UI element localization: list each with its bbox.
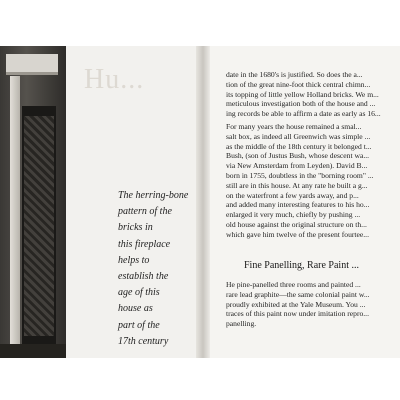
- caption-line: helps to: [118, 254, 150, 266]
- text-line: born in 1755, doubtless in the "borning room" ...: [226, 170, 374, 180]
- text-line: Bush, (son of Justus Bush, whose descent wa...: [226, 151, 370, 161]
- right-page: [210, 46, 400, 358]
- section-heading: Fine Panelling, Rare Paint ...: [244, 260, 359, 271]
- text-line: enlarged it very much, chiefly by pushing ...: [226, 210, 361, 220]
- photo-mantel: [6, 54, 58, 75]
- text-line: still are in this house. At any rate he built a g...: [226, 180, 368, 190]
- text-line: proudly exhibited at the Yale Museum. You ...: [226, 299, 366, 309]
- text-line: For many years the house remained a smal...: [226, 122, 362, 131]
- caption-line: house as: [118, 303, 153, 315]
- body-paragraph-2: [226, 122, 400, 240]
- text-line: He pine-panelled three rooms and painted ...: [226, 280, 361, 289]
- caption-line: part of the: [118, 319, 160, 331]
- fireplace-photo: [0, 46, 66, 358]
- photo-caption: [118, 188, 196, 350]
- text-line: tion of the great nine-foot thick central chimn...: [226, 79, 371, 89]
- caption-line: establish the: [118, 271, 169, 283]
- photo-floor: [0, 344, 66, 358]
- text-line: which gave him twelve of the present fourtee...: [226, 229, 369, 239]
- show-through-heading: Hu...: [84, 64, 145, 95]
- book-gutter: [196, 46, 210, 358]
- text-line: its topping of little yellow Holland bricks. We m...: [226, 89, 379, 99]
- text-line: rare lead graphite—the same colonial paint w...: [226, 289, 370, 299]
- text-line: via New Amsterdam from Leyden). David B...: [226, 161, 368, 171]
- left-page: [0, 46, 198, 358]
- book-spread: [0, 46, 400, 358]
- text-line: traces of this paint now under imitation repro...: [226, 309, 369, 319]
- caption-line: 17th century: [118, 335, 169, 347]
- body-paragraph-3: [226, 280, 400, 329]
- caption-line: bricks in: [118, 222, 153, 234]
- text-line: on the waterfront a few yards away, and p...: [226, 190, 359, 200]
- body-paragraph-1: [226, 70, 400, 119]
- caption-line: this fireplace: [118, 238, 171, 250]
- photo-herringbone-bricks: [24, 116, 54, 336]
- text-line: and added many interesting features to his ho...: [226, 200, 370, 210]
- text-line: meticulous investigation both of the house and ...: [226, 99, 376, 109]
- text-line: as the middle of the 18th century it belonged t...: [226, 141, 372, 151]
- photo-pilaster: [10, 76, 20, 346]
- caption-line: pattern of the: [118, 206, 172, 218]
- text-line: salt box, as indeed all Greenwich was simple ...: [226, 131, 371, 141]
- text-line: panelling.: [226, 319, 257, 329]
- bottom-margin: [0, 358, 400, 400]
- text-line: ing records be able to affirm a date as early as 16...: [226, 109, 381, 119]
- caption-line: age of this: [118, 287, 160, 299]
- text-line: old house against the original structure on th...: [226, 219, 367, 229]
- caption-line: The herring-bone: [118, 190, 189, 201]
- text-line: date in the 1680's is justified. So does the a...: [226, 70, 363, 79]
